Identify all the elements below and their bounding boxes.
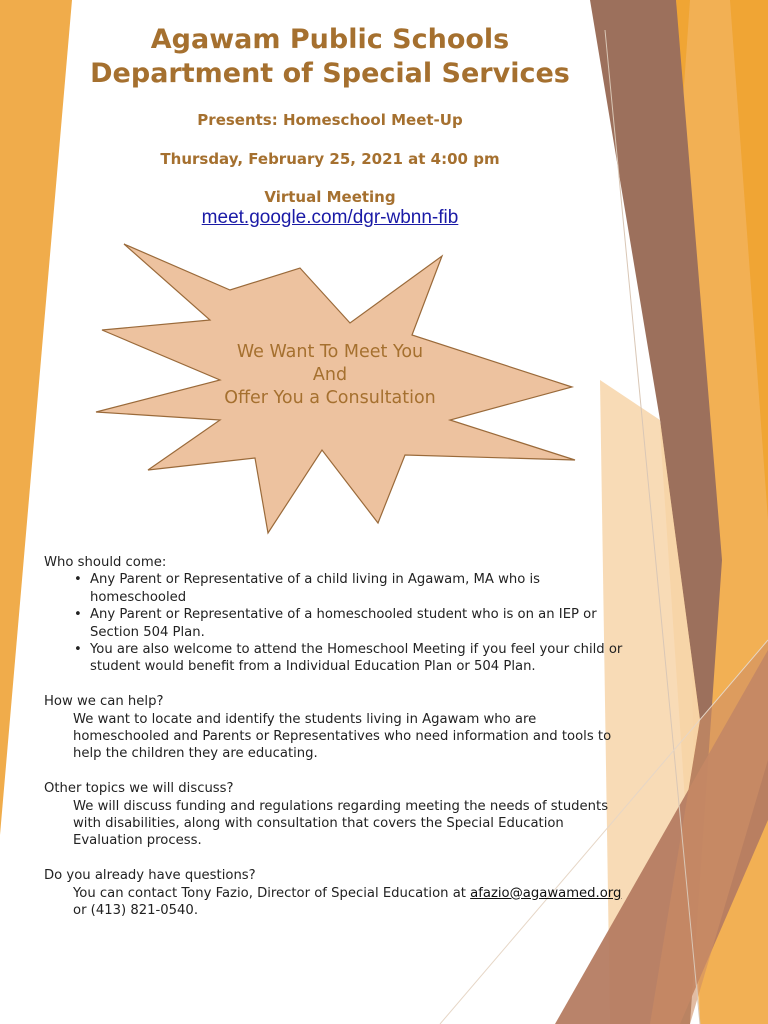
contact-text: You can contact Tony Fazio, Director of Special Education at (73, 885, 471, 901)
burst-line-2: And (312, 365, 348, 385)
list-item: • Any Parent or Representative of a child living in Agawam, MA who is homeschooled (74, 571, 624, 606)
starburst-text (190, 341, 470, 410)
questions-heading: Do you already have questions? (44, 868, 256, 884)
topics-heading: Other topics we will discuss? (44, 781, 234, 797)
list-item: • Any Parent or Representative of a homeschooled student who is on an IEP or Section 504 Plan. (74, 606, 624, 641)
burst-line-3: Offer You a Consultation (224, 388, 436, 408)
presents-line: Presents: Homeschool Meet-Up (197, 111, 463, 129)
title-line-1: Agawam Public Schools (150, 24, 510, 55)
meet-link[interactable]: meet.google.com/dgr-wbnn-fib (201, 207, 459, 228)
how-text: We want to locate and identify the students living in Agawam who are homeschooled and Parents or Representatives who need information and tools to help the children they are educating. (73, 711, 612, 762)
who-heading: Who should come: (44, 555, 167, 570)
burst-line-1: We Want To Meet You (236, 342, 424, 362)
list-item: • You are also welcome to attend the Homeschool Meeting if you feel your child or student would benefit from a Individual Education Plan or 504 Plan. (74, 641, 624, 676)
how-heading: How we can help? (44, 694, 164, 710)
questions-text (44, 885, 624, 920)
phone-text: or (413) 821-0540. (73, 903, 199, 919)
who-list (44, 571, 624, 675)
flyer-body (44, 554, 624, 919)
event-date: Thursday, February 25, 2021 at 4:00 pm (160, 150, 500, 168)
topics-text: We will discuss funding and regulations regarding meeting the needs of students with disabilities, along with consultation that covers the Special Education Evaluation process. (73, 798, 609, 849)
email-link[interactable]: afazio@agawamed.org (470, 885, 622, 901)
virtual-meeting-label: Virtual Meeting (264, 188, 396, 206)
title-line-2: Department of Special Services (90, 58, 570, 89)
